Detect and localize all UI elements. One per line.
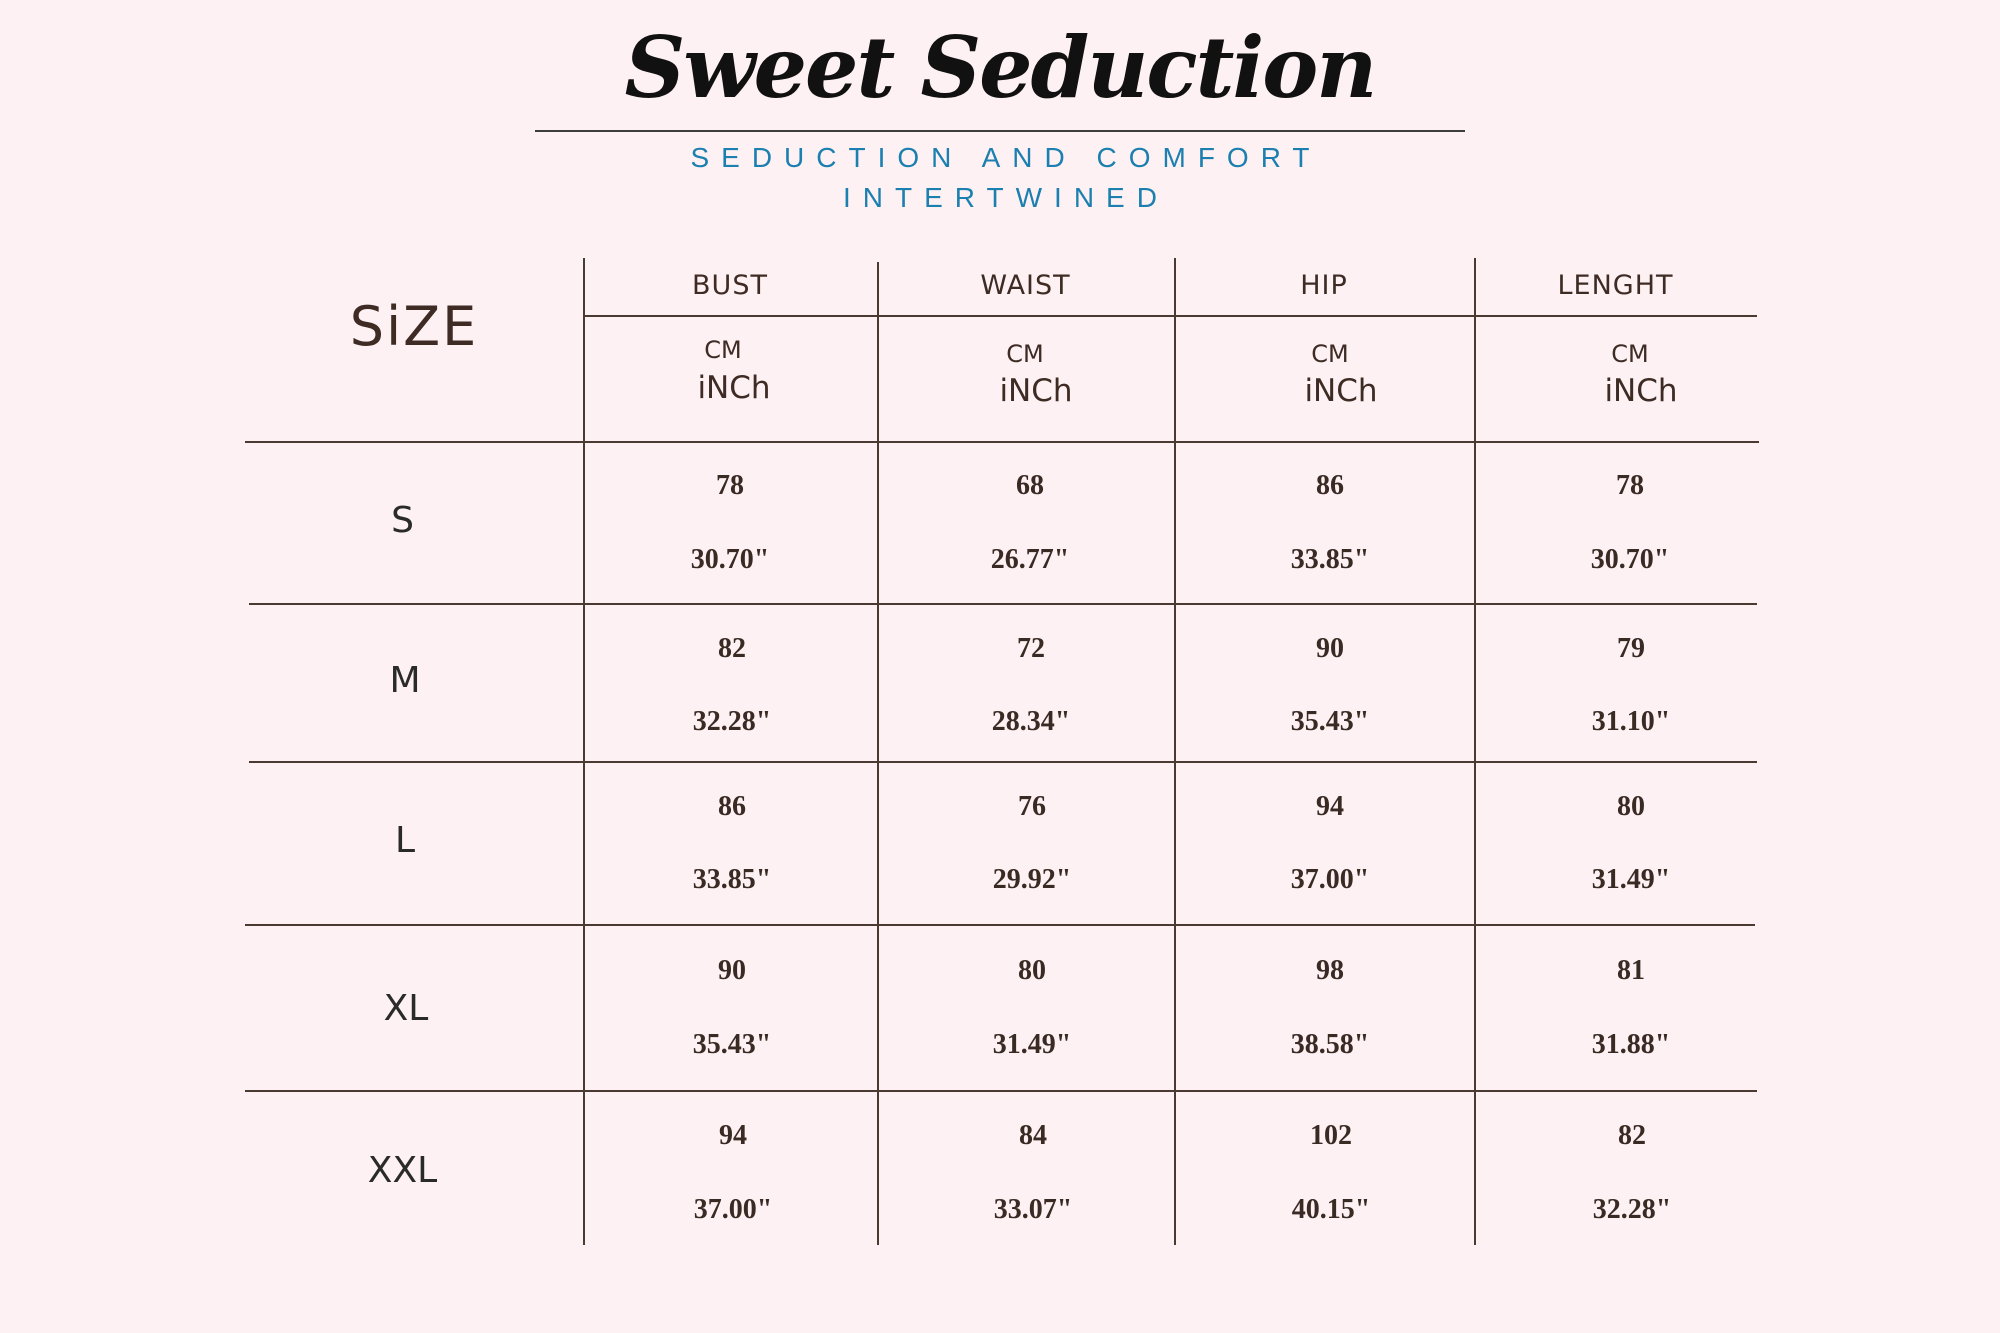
size-label-xxl: XXL [367,1150,438,1191]
column-header-length: LENGHT [1557,270,1674,301]
unit-inch-label: iNCh [697,370,771,406]
brand-divider [535,130,1465,132]
length-inch-value: 31.49" [1591,864,1671,895]
hip-inch-value: 35.43" [1290,706,1370,737]
hip-inch-value: 40.15" [1291,1194,1371,1225]
bust-cm-value: 78 [716,470,744,501]
table-divider [245,1090,1757,1092]
hip-cm-value: 98 [1316,955,1344,986]
waist-cm-value: 76 [1018,791,1046,822]
hip-cm-value: 86 [1316,470,1344,501]
unit-inch-label: iNCh [999,373,1073,409]
waist-inch-value: 26.77" [990,544,1070,575]
unit-inch-label: iNCh [1604,373,1678,409]
bust-inch-value: 33.85" [692,864,772,895]
unit-inch-label: iNCh [1304,373,1378,409]
length-inch-value: 30.70" [1590,544,1670,575]
column-header-hip: HIP [1300,270,1348,301]
unit-cm-label: CM [704,336,742,364]
bust-cm-value: 90 [718,955,746,986]
waist-cm-value: 72 [1017,633,1045,664]
unit-cm-label: CM [1006,340,1044,368]
table-divider [245,441,1759,443]
waist-cm-value: 80 [1018,955,1046,986]
column-header-bust: BUST [692,270,768,301]
table-divider [1174,258,1176,1245]
waist-cm-value: 84 [1019,1120,1047,1151]
bust-inch-value: 32.28" [692,706,772,737]
bust-inch-value: 30.70" [690,544,770,575]
hip-cm-value: 102 [1310,1120,1352,1151]
bust-inch-value: 37.00" [693,1194,773,1225]
tagline-line-1: SEDUCTION AND COMFORT [690,142,1322,173]
size-column-header: SiZE [349,295,479,358]
bust-cm-value: 86 [718,791,746,822]
length-cm-value: 78 [1616,470,1644,501]
length-cm-value: 82 [1618,1120,1646,1151]
length-inch-value: 32.28" [1592,1194,1672,1225]
length-cm-value: 81 [1617,955,1645,986]
waist-inch-value: 33.07" [993,1194,1073,1225]
waist-inch-value: 31.49" [992,1029,1072,1060]
table-divider [583,315,1757,317]
length-inch-value: 31.10" [1591,706,1671,737]
hip-inch-value: 37.00" [1290,864,1370,895]
length-cm-value: 79 [1617,633,1645,664]
tagline-line-2: INTERTWINED [843,182,1169,213]
unit-cm-label: CM [1611,340,1649,368]
size-label-l: L [394,820,416,861]
size-label-s: S [391,500,414,541]
size-label-xl: XL [383,988,429,1029]
table-divider [877,262,879,1245]
hip-inch-value: 38.58" [1290,1029,1370,1060]
waist-cm-value: 68 [1016,470,1044,501]
length-inch-value: 31.88" [1591,1029,1671,1060]
table-divider [583,258,585,1245]
waist-inch-value: 29.92" [992,864,1072,895]
hip-cm-value: 90 [1316,633,1344,664]
waist-inch-value: 28.34" [991,706,1071,737]
column-header-waist: WAIST [980,270,1071,301]
length-cm-value: 80 [1617,791,1645,822]
bust-cm-value: 94 [719,1120,747,1151]
table-divider [249,761,1757,763]
hip-inch-value: 33.85" [1290,544,1370,575]
table-divider [249,603,1757,605]
brand-logo: Sweet Seduction [624,18,1376,117]
table-divider [1474,258,1476,1245]
bust-inch-value: 35.43" [692,1029,772,1060]
bust-cm-value: 82 [718,633,746,664]
hip-cm-value: 94 [1316,791,1344,822]
size-label-m: M [389,660,421,701]
unit-cm-label: CM [1311,340,1349,368]
table-divider [245,924,1755,926]
